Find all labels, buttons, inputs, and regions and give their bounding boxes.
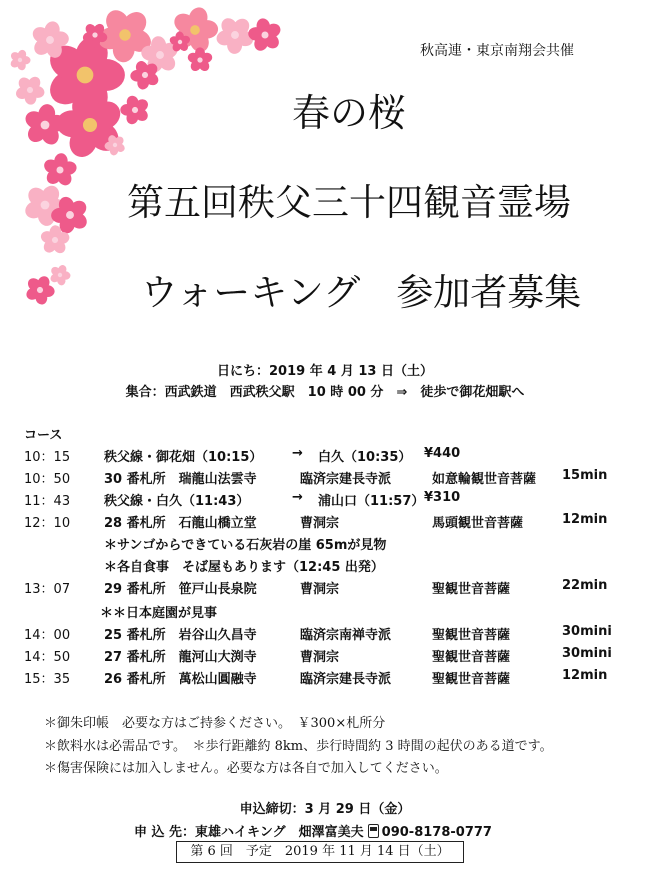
footnote-insurance: ＊傷害保険には加入しません。必要な方は各自で加入してください。 xyxy=(44,761,448,776)
meeting-point: 集合：西武鉄道 西武秩父駅 10 時 00 分 ⇒ 徒歩で御花畑駅へ xyxy=(125,385,525,400)
application-deadline: 申込締切：3 月 29 日（金） xyxy=(239,802,411,817)
course-label: コース xyxy=(24,428,63,443)
course-place: 秩父線・御花畑（10:15） xyxy=(104,450,263,465)
course-sect: 浦山口（11:57） xyxy=(318,494,425,509)
course-row xyxy=(0,624,650,646)
title-line-2: 第五回秩父三十四観音霊場 xyxy=(127,181,571,224)
course-time: 14：00 xyxy=(24,628,71,643)
blossom-icon xyxy=(186,47,213,73)
course-deity: 聖観世音菩薩 xyxy=(432,582,511,597)
organizer-credit: 秋高連・東京南翔会共催 xyxy=(420,43,574,59)
course-duration: 12min xyxy=(562,668,608,683)
course-place: 秩父線・白久（11:43） xyxy=(104,494,250,509)
course-sect: 曹洞宗 xyxy=(300,516,340,531)
note-sango: ＊サンゴからできている石灰岩の崖 65mが見物 xyxy=(104,538,387,553)
course-sect: 曹洞宗 xyxy=(300,582,340,597)
course-deity: ¥310 xyxy=(424,490,461,505)
contact-phone: 090-8178-0777 xyxy=(381,825,492,840)
course-place: 26 番札所 萬松山圓融寺 xyxy=(104,672,257,687)
course-sect: 白久（10:35） xyxy=(318,450,412,465)
blossom-icon xyxy=(248,17,283,53)
course-duration: 30mini xyxy=(562,624,612,639)
next-event-box: 第 6 回 予定 2019 年 11 月 14 日（土） xyxy=(176,841,464,863)
course-time: 12：10 xyxy=(24,516,71,531)
course-sect: 臨済宗建長寺派 xyxy=(300,672,392,687)
course-place: 28 番札所 石龍山橋立堂 xyxy=(104,516,257,531)
course-row xyxy=(0,668,650,690)
course-duration: 30mini xyxy=(562,646,612,661)
title-line-3a: ウォーキング xyxy=(140,271,361,314)
course-time: 10：15 xyxy=(24,450,71,465)
course-deity: 聖観世音菩薩 xyxy=(432,628,511,643)
course-place: 25 番札所 岩谷山久昌寺 xyxy=(104,628,257,643)
contact-name: 申 込 先：東雄ハイキング 畑澤富美夫 xyxy=(134,825,364,840)
course-time: 14：50 xyxy=(24,650,71,665)
course-row xyxy=(0,468,650,490)
course-time: 13：07 xyxy=(24,582,71,597)
course-sect: 臨済宗建長寺派 xyxy=(300,472,392,487)
footnote-water: ＊飲料水は必需品です。 ＊歩行距離約 8km、歩行時間約 3 時間の起伏のある道です。 xyxy=(44,739,553,754)
course-deity: 聖観世音菩薩 xyxy=(432,650,511,665)
phone-icon xyxy=(368,824,379,838)
footnote-goshuin: ＊御朱印帳 必要な方はご持参ください。 ￥300×札所分 xyxy=(44,716,386,731)
course-place: 27 番札所 龍河山大渕寺 xyxy=(104,650,257,665)
title-line-1: 春の桜 xyxy=(291,91,406,135)
course-duration: 12min xyxy=(562,512,608,527)
course-time: 11：43 xyxy=(24,494,71,509)
course-deity: ¥440 xyxy=(424,446,461,461)
note-garden: ＊＊日本庭園が見事 xyxy=(100,606,218,621)
course-place: 30 番札所 瑞龍山法雲寺 xyxy=(104,472,257,487)
course-duration: 22min xyxy=(562,578,608,593)
course-place: 29 番札所 笹戸山長泉院 xyxy=(104,582,257,597)
application-contact xyxy=(134,821,492,840)
title-line-3b: 参加者募集 xyxy=(396,271,582,314)
course-arrow: → xyxy=(292,446,303,461)
title-line-3 xyxy=(36,262,650,316)
course-row xyxy=(0,646,650,668)
course-time: 10：50 xyxy=(24,472,71,487)
course-row xyxy=(0,446,650,468)
course-time: 15：35 xyxy=(24,672,71,687)
course-row xyxy=(0,512,650,534)
course-row xyxy=(0,578,650,600)
course-arrow: → xyxy=(292,490,303,505)
note-lunch: ＊各自食事 そば屋もあります（12:45 出発） xyxy=(104,560,384,575)
blossom-icon xyxy=(9,49,31,72)
course-deity: 馬頭観世音菩薩 xyxy=(432,516,524,531)
course-row xyxy=(0,490,650,512)
course-sect: 臨済宗南禅寺派 xyxy=(300,628,392,643)
course-duration: 15min xyxy=(562,468,608,483)
course-deity: 如意輪観世音菩薩 xyxy=(432,472,537,487)
course-deity: 聖観世音菩薩 xyxy=(432,672,511,687)
course-sect: 曹洞宗 xyxy=(300,650,340,665)
event-date: 日にち：2019 年 4 月 13 日（土） xyxy=(217,364,433,379)
